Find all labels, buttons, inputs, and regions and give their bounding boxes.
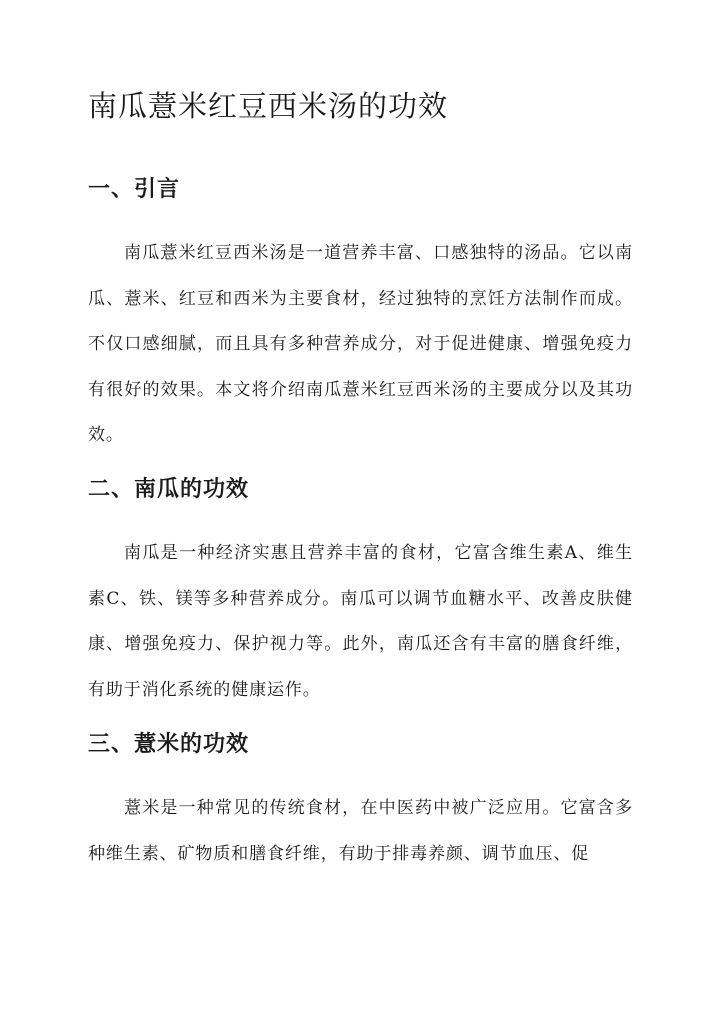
section-heading-coix-seed: 三、薏米的功效 bbox=[88, 731, 250, 757]
section-paragraph-pumpkin: 南瓜是一种经济实惠且营养丰富的食材，它富含维生素A、维生素C、铁、镁等多种营养成分。南瓜可以调节血糖水平、改善皮肤健康、增强免疫力、保护视力等。此外，南瓜还含有丰富的膳食纤维，有助于消化系统的健康运作。 bbox=[88, 543, 633, 700]
section-heading-pumpkin: 二、南瓜的功效 bbox=[88, 476, 250, 502]
section-heading-introduction: 一、引言 bbox=[88, 176, 181, 202]
section-paragraph-introduction: 南瓜薏米红豆西米汤是一道营养丰富、口感独特的汤品。它以南瓜、薏米、红豆和西米为主要食材，经过独特的烹饪方法制作而成。不仅口感细腻，而且具有多种营养成分，对于促进健康、增强免疫力有很好的效果。本文将介绍南瓜薏米红豆西米汤的主要成分以及其功效。 bbox=[88, 243, 633, 445]
section-paragraph-coix-seed: 薏米是一种常见的传统食材，在中医药中被广泛应用。它富含多种维生素、矿物质和膳食纤维，有助于排毒养颜、调节血压、促 bbox=[88, 798, 633, 864]
document-title: 南瓜薏米红豆西米汤的功效 bbox=[88, 89, 449, 123]
